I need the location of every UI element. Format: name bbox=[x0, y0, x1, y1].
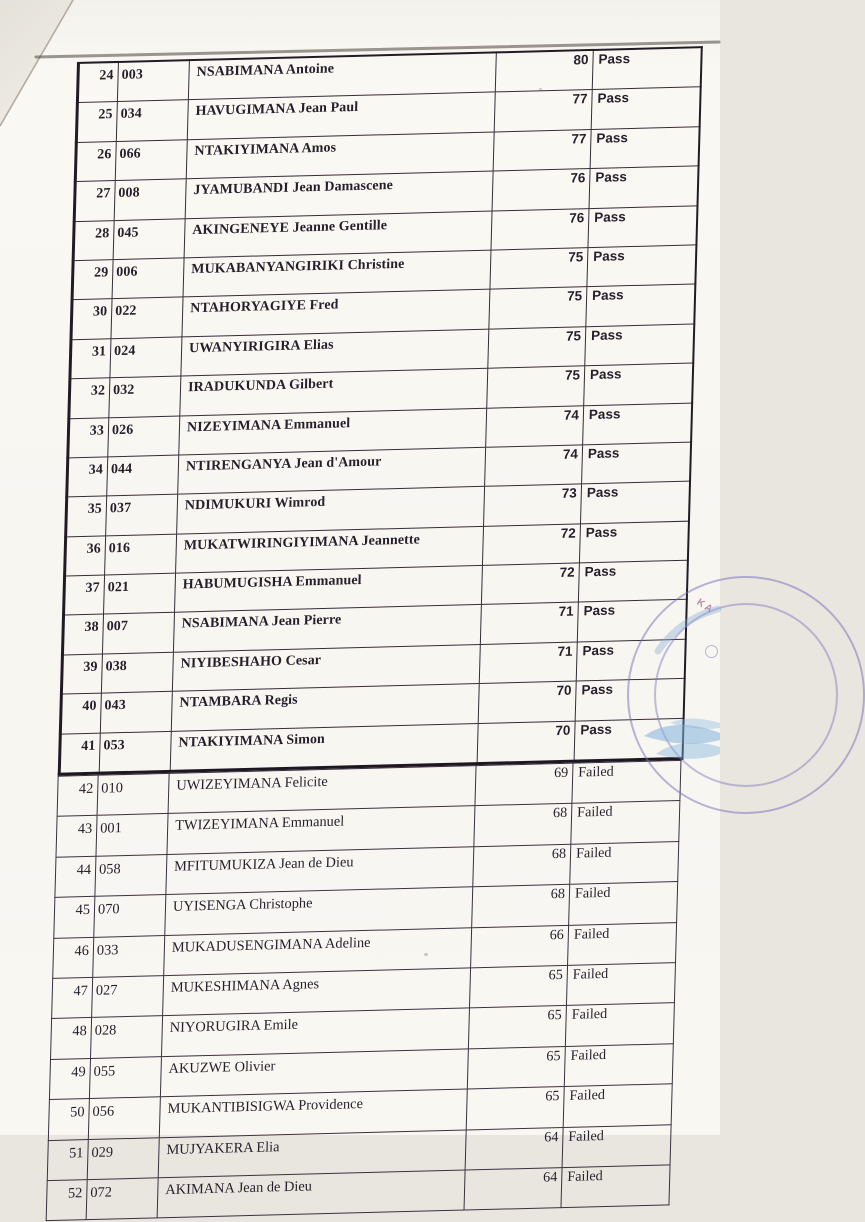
candidate-name-cell: NTIRENGANYA Jean d'Amour bbox=[178, 447, 486, 494]
row-number-cell: 26 bbox=[75, 141, 116, 181]
candidate-code-cell: 021 bbox=[104, 573, 176, 614]
row-number-cell: 38 bbox=[62, 614, 103, 654]
score-cell: 70 bbox=[477, 721, 575, 764]
status-cell: Pass bbox=[585, 324, 694, 366]
candidate-name-cell: NTAHORYAGIYE Fred bbox=[182, 289, 490, 336]
row-number-cell: 27 bbox=[74, 181, 115, 221]
status-cell: Pass bbox=[583, 403, 692, 445]
candidate-name-cell: IRADUKUNDA Gilbert bbox=[180, 368, 488, 415]
candidate-code-cell: 010 bbox=[97, 773, 169, 815]
candidate-code-cell: 053 bbox=[99, 731, 171, 773]
status-cell: Failed bbox=[572, 760, 681, 803]
candidate-code-cell: 032 bbox=[109, 376, 181, 417]
score-cell: 66 bbox=[471, 925, 569, 968]
score-cell: 68 bbox=[473, 844, 571, 887]
results-table-wrap bbox=[46, 46, 700, 1221]
status-cell: Failed bbox=[562, 1124, 671, 1167]
candidate-name-cell: NTAKIYIMANA Simon bbox=[170, 723, 478, 771]
score-cell: 76 bbox=[492, 169, 590, 211]
row-number-cell: 32 bbox=[69, 378, 110, 418]
candidate-name-cell: HABUMUGISHA Emmanuel bbox=[174, 565, 482, 612]
candidate-name-cell: UWIZEYIMANA Felicite bbox=[168, 766, 476, 814]
score-cell: 77 bbox=[493, 129, 591, 171]
scan-speck bbox=[424, 953, 428, 956]
candidate-code-cell: 029 bbox=[87, 1137, 159, 1179]
row-number-cell: 28 bbox=[73, 220, 114, 260]
score-cell: 74 bbox=[485, 445, 583, 487]
row-number-cell: 48 bbox=[51, 1018, 92, 1059]
status-cell: Failed bbox=[568, 922, 677, 965]
results-table-pass-section bbox=[58, 46, 703, 776]
row-number-cell: 47 bbox=[52, 977, 93, 1018]
row-number-cell: 39 bbox=[61, 654, 102, 694]
score-cell: 65 bbox=[466, 1087, 564, 1130]
status-cell: Failed bbox=[571, 801, 680, 844]
candidate-name-cell: UYISENGA Christophe bbox=[165, 887, 473, 935]
row-number-cell: 50 bbox=[48, 1099, 89, 1140]
candidate-name-cell: NIYIBESHAHO Cesar bbox=[172, 644, 480, 691]
status-cell: Pass bbox=[575, 679, 684, 721]
status-cell: Pass bbox=[579, 521, 688, 563]
score-cell: 71 bbox=[480, 602, 578, 644]
candidate-code-cell: 045 bbox=[113, 218, 185, 259]
candidate-name-cell: NDIMUKURI Wimrod bbox=[177, 487, 485, 534]
candidate-code-cell: 033 bbox=[93, 935, 165, 977]
row-number-cell: 36 bbox=[65, 536, 106, 576]
stamp-arc-text: KA bbox=[694, 596, 716, 617]
candidate-code-cell: 058 bbox=[95, 854, 167, 896]
status-cell: Pass bbox=[582, 442, 691, 484]
score-cell: 77 bbox=[494, 90, 592, 132]
score-cell: 75 bbox=[488, 326, 586, 368]
status-cell: Pass bbox=[589, 166, 698, 208]
score-cell: 75 bbox=[490, 248, 588, 290]
candidate-code-cell: 034 bbox=[116, 100, 188, 141]
status-cell: Pass bbox=[578, 560, 687, 602]
candidate-name-cell: AKUZWE Olivier bbox=[160, 1049, 468, 1097]
row-number-cell: 42 bbox=[57, 775, 98, 816]
status-cell: Pass bbox=[588, 205, 697, 247]
candidate-code-cell: 001 bbox=[96, 814, 168, 856]
status-cell: Pass bbox=[591, 87, 700, 129]
candidate-code-cell: 028 bbox=[91, 1016, 163, 1058]
status-cell: Failed bbox=[566, 963, 675, 1006]
row-number-cell: 35 bbox=[66, 496, 107, 536]
candidate-code-cell: 006 bbox=[112, 258, 184, 299]
candidate-code-cell: 037 bbox=[106, 494, 178, 535]
candidate-code-cell: 038 bbox=[101, 652, 173, 693]
status-cell: Pass bbox=[577, 600, 686, 642]
status-cell: Pass bbox=[576, 639, 685, 681]
candidate-code-cell: 056 bbox=[88, 1097, 160, 1139]
score-cell: 65 bbox=[467, 1046, 565, 1089]
row-number-cell: 25 bbox=[76, 102, 117, 142]
score-cell: 70 bbox=[478, 681, 576, 723]
candidate-code-cell: 016 bbox=[105, 534, 177, 575]
candidate-name-cell: NSABIMANA Antoine bbox=[188, 52, 496, 100]
score-cell: 65 bbox=[468, 1006, 566, 1049]
candidate-code-cell: 044 bbox=[107, 455, 179, 496]
status-cell: Pass bbox=[574, 718, 683, 761]
candidate-code-cell: 043 bbox=[100, 692, 172, 733]
candidate-code-cell: 007 bbox=[102, 613, 174, 654]
score-cell: 68 bbox=[474, 804, 572, 847]
score-cell: 69 bbox=[475, 763, 573, 806]
row-number-cell: 44 bbox=[55, 856, 96, 897]
candidate-name-cell: NTAMBARA Regis bbox=[171, 684, 479, 731]
candidate-code-cell: 024 bbox=[110, 337, 182, 378]
row-number-cell: 24 bbox=[77, 62, 118, 103]
row-number-cell: 43 bbox=[56, 816, 97, 857]
score-cell: 73 bbox=[484, 484, 582, 526]
candidate-name-cell: MUKADUSENGIMANA Adeline bbox=[164, 927, 472, 975]
score-cell: 64 bbox=[465, 1127, 563, 1170]
candidate-code-cell: 027 bbox=[92, 976, 164, 1018]
row-number-cell: 33 bbox=[68, 417, 109, 457]
candidate-name-cell: MUKATWIRINGIYIMANA Jeannette bbox=[176, 526, 484, 573]
score-cell: 64 bbox=[464, 1168, 562, 1211]
status-cell: Failed bbox=[569, 882, 678, 925]
score-cell: 75 bbox=[487, 366, 585, 408]
score-cell: 71 bbox=[479, 642, 577, 684]
candidate-name-cell: TWIZEYIMANA Emmanuel bbox=[167, 806, 475, 854]
score-cell: 74 bbox=[486, 405, 584, 447]
row-number-cell: 40 bbox=[60, 693, 101, 733]
row-number-cell: 34 bbox=[67, 457, 108, 497]
scan-speck bbox=[539, 88, 542, 90]
candidate-name-cell: MFITUMUKIZA Jean de Dieu bbox=[166, 847, 474, 895]
row-number-cell: 51 bbox=[47, 1139, 88, 1180]
score-cell: 75 bbox=[489, 287, 587, 329]
candidate-name-cell: UWANYIRIGIRA Elias bbox=[181, 329, 489, 376]
candidate-name-cell: MUKANTIBISIGWA Providence bbox=[159, 1089, 467, 1137]
row-number-cell: 52 bbox=[46, 1180, 87, 1221]
candidate-code-cell: 066 bbox=[115, 140, 187, 181]
candidate-name-cell: MUJYAKERA Elia bbox=[158, 1130, 466, 1178]
row-number-cell: 41 bbox=[59, 733, 100, 774]
status-cell: Pass bbox=[580, 481, 689, 523]
candidate-code-cell: 072 bbox=[86, 1178, 158, 1220]
score-cell: 65 bbox=[469, 965, 567, 1008]
row-number-cell: 29 bbox=[72, 260, 113, 300]
row-number-cell: 46 bbox=[53, 937, 94, 978]
row-number-cell: 49 bbox=[49, 1058, 90, 1099]
candidate-code-cell: 008 bbox=[114, 179, 186, 220]
status-cell: Pass bbox=[590, 127, 699, 169]
status-cell: Pass bbox=[592, 47, 701, 90]
status-cell: Failed bbox=[564, 1043, 673, 1086]
score-cell: 68 bbox=[472, 884, 570, 927]
candidate-name-cell: JYAMUBANDI Jean Damascene bbox=[185, 171, 493, 218]
row-number-cell: 31 bbox=[70, 338, 111, 378]
candidate-name-cell: NTAKIYIMANA Amos bbox=[186, 132, 494, 179]
results-table-failed-section bbox=[46, 760, 682, 1222]
score-cell: 72 bbox=[482, 524, 580, 566]
status-cell: Pass bbox=[584, 363, 693, 405]
row-number-cell: 37 bbox=[64, 575, 105, 615]
candidate-code-cell: 003 bbox=[117, 60, 189, 102]
status-cell: Pass bbox=[586, 284, 695, 326]
score-cell: 72 bbox=[481, 563, 579, 605]
status-cell: Failed bbox=[563, 1084, 672, 1127]
candidate-name-cell: NSABIMANA Jean Pierre bbox=[173, 605, 481, 652]
candidate-name-cell: NIYORUGIRA Emile bbox=[161, 1008, 469, 1056]
candidate-code-cell: 026 bbox=[108, 416, 180, 457]
candidate-name-cell: NIZEYIMANA Emmanuel bbox=[179, 408, 487, 455]
row-number-cell: 45 bbox=[54, 897, 95, 938]
candidate-name-cell: MUKABANYANGIRIKI Christine bbox=[183, 250, 491, 297]
status-cell: Failed bbox=[565, 1003, 674, 1046]
candidate-name-cell: AKIMANA Jean de Dieu bbox=[157, 1170, 465, 1218]
row-number-cell: 30 bbox=[71, 299, 112, 339]
status-cell: Pass bbox=[587, 245, 696, 287]
candidate-name-cell: MUKESHIMANA Agnes bbox=[163, 968, 471, 1016]
score-cell: 76 bbox=[491, 208, 589, 250]
status-cell: Failed bbox=[570, 841, 679, 884]
candidate-code-cell: 022 bbox=[111, 297, 183, 338]
candidate-code-cell: 070 bbox=[94, 895, 166, 937]
candidate-name-cell: AKINGENEYE Jeanne Gentille bbox=[184, 211, 492, 258]
status-cell: Failed bbox=[561, 1165, 670, 1208]
candidate-name-cell: HAVUGIMANA Jean Paul bbox=[187, 92, 495, 139]
score-cell: 80 bbox=[495, 50, 593, 92]
candidate-code-cell: 055 bbox=[89, 1056, 161, 1098]
